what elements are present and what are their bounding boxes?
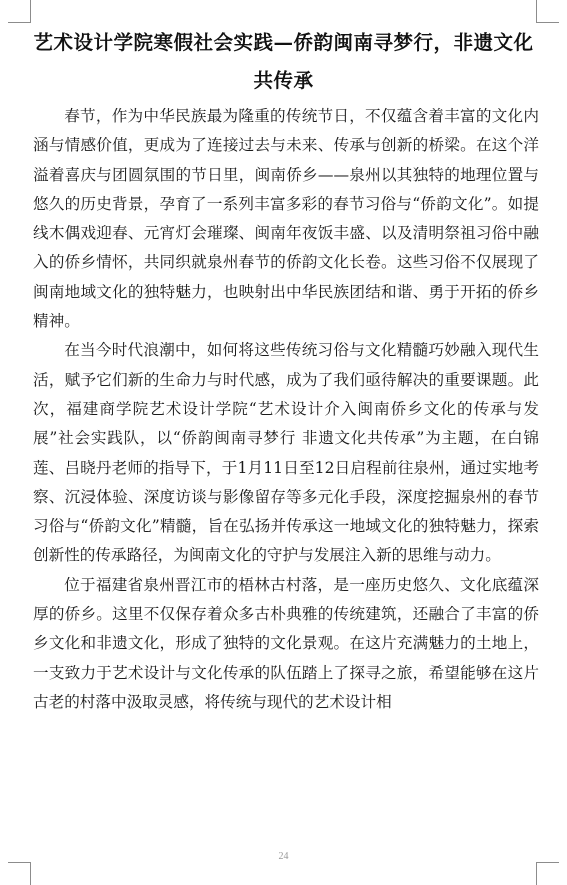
crop-mark-bottom-right bbox=[536, 862, 559, 885]
paragraph-1: 春节，作为中华民族最为隆重的传统节日，不仅蕴含着丰富的文化内涵与情感价值，更成为了连接过去与未来、传承与创新的桥梁。在这个洋溢着喜庆与团圆氛围的节日里，闽南侨乡——泉州以其独特的地理位置与悠久的历史背景，孕育了一系列丰富多彩的春节习俗与“侨韵文化”。如提线木偶戏迎春、元宵灯会璀璨、闽南年夜饭丰盛、以及清明祭祖习俗中融入的侨乡情怀，共同织就泉州春节的侨韵文化长卷。这些习俗不仅展现了闽南地域文化的独特魅力，也映射出中华民族团结和谐、勇于开拓的侨乡精神。 bbox=[33, 107, 539, 331]
page-number: 24 bbox=[278, 851, 289, 862]
crop-mark-bottom-left bbox=[8, 862, 31, 885]
article-body bbox=[33, 102, 539, 717]
crop-mark-top-right bbox=[536, 0, 559, 23]
crop-mark-top-left bbox=[8, 0, 31, 23]
article-title: 艺术设计学院寒假社会实践—侨韵闽南寻梦行，非遗文化共传承 bbox=[33, 31, 534, 92]
paragraph-3: 位于福建省泉州晋江市的梧林古村落，是一座历史悠久、文化底蕴深厚的侨乡。这里不仅保存着众多古朴典雅的传统建筑，还融合了丰富的侨乡文化和非遗文化，形成了独特的文化景观。在这片充满魅力的土地上，一支致力于艺术设计与文化传承的队伍踏上了探寻之旅，希望能够在这片古老的村落中汲取灵感，将传统与现代的艺术设计相 bbox=[33, 575, 539, 711]
paragraph-2: 在当今时代浪潮中，如何将这些传统习俗与文化精髓巧妙融入现代生活，赋予它们新的生命力与时代感，成为了我们亟待解决的重要课题。此次，福建商学院艺术设计学院“艺术设计介入闽南侨乡文化的传承与发展”社会实践队，以“侨韵闽南寻梦行 非遗文化共传承”为主题，在白锦莲、吕晓丹老师的指导下，于1月11日至12日启程前往泉州，通过实地考察、沉浸体验、深度访谈与影像留存等多元化手段，深度挖掘泉州的春节习俗与“侨韵文化”精髓，旨在弘扬并传承这一地域文化的独特魅力，探索创新性的传承路径，为闽南文化的守护与发展注入新的思维与动力。 bbox=[33, 341, 539, 565]
